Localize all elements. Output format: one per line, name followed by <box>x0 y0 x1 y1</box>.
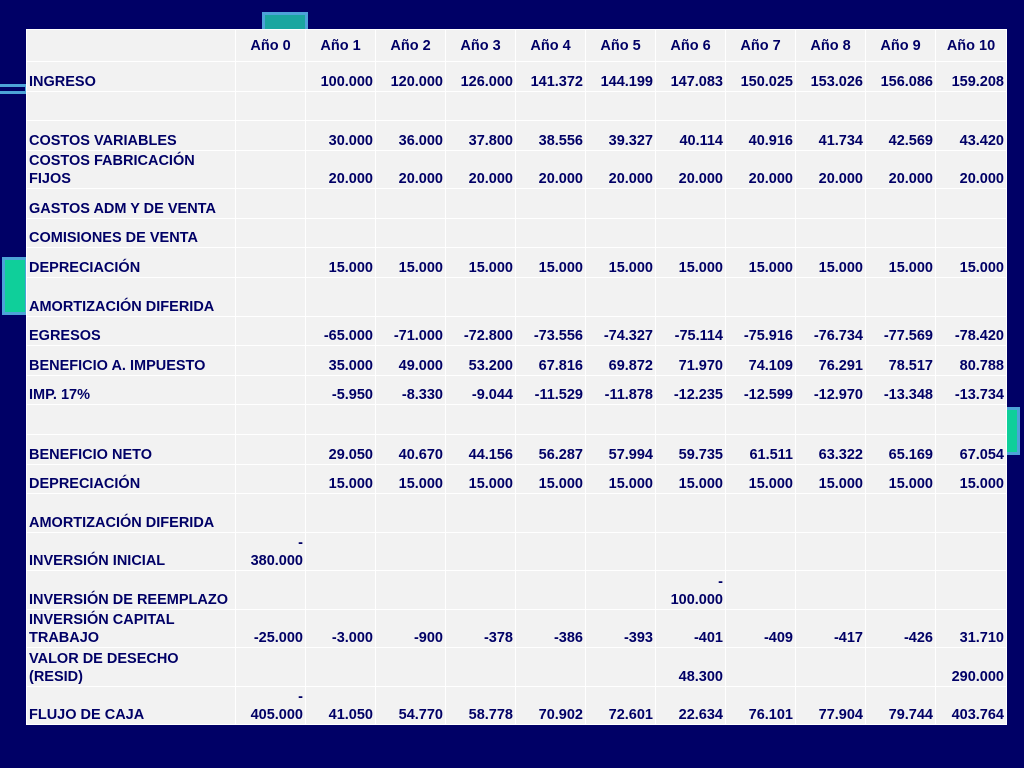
value-cell: 43.420 <box>936 121 1007 151</box>
value-cell <box>236 571 306 610</box>
value-cell <box>796 218 866 248</box>
value-cell: -75.916 <box>726 316 796 346</box>
value-cell <box>726 494 796 533</box>
value-cell <box>236 346 306 376</box>
row-label: DEPRECIACIÓN <box>27 248 236 278</box>
value-cell <box>656 189 726 219</box>
value-cell: 15.000 <box>866 248 936 278</box>
value-cell <box>306 91 376 121</box>
value-cell <box>866 494 936 533</box>
year-header-10: Año 10 <box>936 30 1007 62</box>
value-cell <box>516 532 586 571</box>
value-cell: -13.734 <box>936 375 1007 405</box>
table-row <box>27 686 1007 725</box>
value-cell: 141.372 <box>516 62 586 92</box>
value-cell <box>446 218 516 248</box>
table-row <box>27 571 1007 610</box>
year-header-7: Año 7 <box>726 30 796 62</box>
table-row <box>27 375 1007 405</box>
value-cell <box>866 571 936 610</box>
row-label: COSTOS VARIABLES <box>27 121 236 151</box>
value-cell <box>656 91 726 121</box>
value-cell <box>866 648 936 687</box>
value-cell <box>936 218 1007 248</box>
year-header-9: Año 9 <box>866 30 936 62</box>
value-cell <box>306 532 376 571</box>
value-cell: 38.556 <box>516 121 586 151</box>
value-cell <box>936 189 1007 219</box>
value-cell <box>236 464 306 494</box>
value-cell <box>866 189 936 219</box>
value-cell: 290.000 <box>936 648 1007 687</box>
value-cell <box>866 278 936 317</box>
value-cell: -401 <box>656 609 726 648</box>
value-cell: 49.000 <box>376 346 446 376</box>
value-cell: 20.000 <box>516 150 586 189</box>
table-row <box>27 150 1007 189</box>
value-cell: -75.114 <box>656 316 726 346</box>
value-cell: 41.734 <box>796 121 866 151</box>
value-cell: 20.000 <box>446 150 516 189</box>
value-cell: 15.000 <box>516 464 586 494</box>
value-cell: 15.000 <box>726 464 796 494</box>
value-cell: 29.050 <box>306 434 376 464</box>
value-cell: 77.904 <box>796 686 866 725</box>
table-row <box>27 91 1007 121</box>
value-cell <box>586 532 656 571</box>
cash-flow-table <box>26 29 1007 725</box>
row-label: COMISIONES DE VENTA <box>27 218 236 248</box>
year-header-3: Año 3 <box>446 30 516 62</box>
value-cell: 15.000 <box>446 248 516 278</box>
value-cell <box>236 375 306 405</box>
decorative-line-left <box>0 84 28 94</box>
value-cell <box>796 648 866 687</box>
value-cell <box>516 571 586 610</box>
value-cell: -74.327 <box>586 316 656 346</box>
value-cell: 42.569 <box>866 121 936 151</box>
value-cell <box>936 494 1007 533</box>
value-cell <box>446 189 516 219</box>
value-cell: 15.000 <box>586 248 656 278</box>
row-label: BENEFICIO A. IMPUESTO <box>27 346 236 376</box>
row-label <box>27 405 236 435</box>
table-row <box>27 121 1007 151</box>
value-cell: -25.000 <box>236 609 306 648</box>
value-cell <box>376 91 446 121</box>
value-cell <box>306 278 376 317</box>
decorative-block-left <box>2 257 28 315</box>
value-cell <box>866 405 936 435</box>
value-cell <box>446 494 516 533</box>
value-cell <box>516 91 586 121</box>
value-cell: 48.300 <box>656 648 726 687</box>
value-cell: 56.287 <box>516 434 586 464</box>
row-label <box>27 91 236 121</box>
value-cell: -3.000 <box>306 609 376 648</box>
table-row <box>27 346 1007 376</box>
year-header-0: Año 0 <box>236 30 306 62</box>
value-cell <box>586 218 656 248</box>
value-cell: 44.156 <box>446 434 516 464</box>
value-cell <box>866 218 936 248</box>
value-cell <box>586 494 656 533</box>
year-header-8: Año 8 <box>796 30 866 62</box>
value-cell <box>446 91 516 121</box>
value-cell <box>236 648 306 687</box>
value-cell <box>236 189 306 219</box>
value-cell <box>516 278 586 317</box>
value-cell: 41.050 <box>306 686 376 725</box>
value-cell: 31.710 <box>936 609 1007 648</box>
value-cell: -12.970 <box>796 375 866 405</box>
table-row <box>27 62 1007 92</box>
value-cell: 74.109 <box>726 346 796 376</box>
value-cell <box>236 316 306 346</box>
value-cell <box>796 278 866 317</box>
value-cell: -12.235 <box>656 375 726 405</box>
value-cell <box>936 532 1007 571</box>
value-cell <box>586 405 656 435</box>
value-cell: -9.044 <box>446 375 516 405</box>
value-cell <box>236 434 306 464</box>
value-cell: -13.348 <box>866 375 936 405</box>
value-cell <box>866 91 936 121</box>
value-cell <box>306 189 376 219</box>
value-cell <box>376 278 446 317</box>
value-cell <box>796 189 866 219</box>
value-cell <box>586 189 656 219</box>
table-row <box>27 405 1007 435</box>
value-cell: 20.000 <box>306 150 376 189</box>
table-row <box>27 464 1007 494</box>
value-cell <box>726 278 796 317</box>
value-cell <box>516 405 586 435</box>
value-cell: 37.800 <box>446 121 516 151</box>
value-cell: 15.000 <box>376 248 446 278</box>
row-label: INVERSIÓN CAPITAL TRABAJO <box>27 609 236 648</box>
row-label: COSTOS FABRICACIÓN FIJOS <box>27 150 236 189</box>
value-cell <box>236 218 306 248</box>
value-cell: -8.330 <box>376 375 446 405</box>
value-cell <box>656 532 726 571</box>
value-cell <box>376 189 446 219</box>
header-row <box>27 30 1007 62</box>
table-row <box>27 532 1007 571</box>
value-cell: 63.322 <box>796 434 866 464</box>
value-cell: 20.000 <box>376 150 446 189</box>
value-cell: 15.000 <box>306 248 376 278</box>
value-cell: -5.950 <box>306 375 376 405</box>
value-cell: -76.734 <box>796 316 866 346</box>
value-cell <box>726 405 796 435</box>
value-cell <box>936 405 1007 435</box>
value-cell: 57.994 <box>586 434 656 464</box>
value-cell: 15.000 <box>306 464 376 494</box>
value-cell <box>376 494 446 533</box>
value-cell: -71.000 <box>376 316 446 346</box>
table-row <box>27 218 1007 248</box>
value-cell <box>726 571 796 610</box>
value-cell: 120.000 <box>376 62 446 92</box>
row-label: INVERSIÓN DE REEMPLAZO <box>27 571 236 610</box>
value-cell: -386 <box>516 609 586 648</box>
value-cell <box>726 648 796 687</box>
value-cell: 144.199 <box>586 62 656 92</box>
value-cell <box>376 532 446 571</box>
table-row <box>27 434 1007 464</box>
table-row <box>27 648 1007 687</box>
value-cell <box>726 91 796 121</box>
value-cell: 126.000 <box>446 62 516 92</box>
value-cell <box>236 150 306 189</box>
year-header-6: Año 6 <box>656 30 726 62</box>
value-cell <box>726 189 796 219</box>
row-label: BENEFICIO NETO <box>27 434 236 464</box>
row-label: GASTOS ADM Y DE VENTA <box>27 189 236 219</box>
value-cell: 30.000 <box>306 121 376 151</box>
value-cell <box>306 648 376 687</box>
value-cell: 20.000 <box>936 150 1007 189</box>
table-row <box>27 609 1007 648</box>
value-cell <box>516 189 586 219</box>
value-cell <box>446 571 516 610</box>
value-cell <box>586 278 656 317</box>
row-label: FLUJO DE CAJA <box>27 686 236 725</box>
value-cell <box>236 62 306 92</box>
year-header-4: Año 4 <box>516 30 586 62</box>
value-cell: 36.000 <box>376 121 446 151</box>
value-cell: 150.025 <box>726 62 796 92</box>
value-cell: 15.000 <box>656 248 726 278</box>
row-label: AMORTIZACIÓN DIFERIDA <box>27 494 236 533</box>
value-cell: - 380.000 <box>236 532 306 571</box>
value-cell <box>796 571 866 610</box>
value-cell: 22.634 <box>656 686 726 725</box>
value-cell: 65.169 <box>866 434 936 464</box>
value-cell: 100.000 <box>306 62 376 92</box>
value-cell: 20.000 <box>796 150 866 189</box>
table-row <box>27 494 1007 533</box>
value-cell <box>446 648 516 687</box>
value-cell <box>236 278 306 317</box>
value-cell <box>726 532 796 571</box>
value-cell: 71.970 <box>656 346 726 376</box>
value-cell <box>446 405 516 435</box>
value-cell: 54.770 <box>376 686 446 725</box>
value-cell <box>586 91 656 121</box>
value-cell: 15.000 <box>796 248 866 278</box>
value-cell <box>306 218 376 248</box>
value-cell: 159.208 <box>936 62 1007 92</box>
value-cell: 20.000 <box>586 150 656 189</box>
value-cell: 15.000 <box>936 464 1007 494</box>
value-cell: 15.000 <box>586 464 656 494</box>
value-cell: -417 <box>796 609 866 648</box>
value-cell <box>866 532 936 571</box>
row-label: DEPRECIACIÓN <box>27 464 236 494</box>
value-cell <box>236 121 306 151</box>
value-cell <box>796 494 866 533</box>
value-cell: -11.529 <box>516 375 586 405</box>
value-cell: 72.601 <box>586 686 656 725</box>
value-cell <box>236 91 306 121</box>
value-cell: 15.000 <box>376 464 446 494</box>
value-cell: -12.599 <box>726 375 796 405</box>
value-cell <box>796 405 866 435</box>
value-cell: 15.000 <box>866 464 936 494</box>
value-cell: -393 <box>586 609 656 648</box>
value-cell: - 405.000 <box>236 686 306 725</box>
value-cell: 67.054 <box>936 434 1007 464</box>
value-cell: 20.000 <box>866 150 936 189</box>
value-cell: 78.517 <box>866 346 936 376</box>
value-cell: -72.800 <box>446 316 516 346</box>
value-cell <box>236 405 306 435</box>
value-cell: -426 <box>866 609 936 648</box>
value-cell <box>586 648 656 687</box>
value-cell: 35.000 <box>306 346 376 376</box>
header-label-cell <box>27 30 236 62</box>
row-label: IMP. 17% <box>27 375 236 405</box>
value-cell: 20.000 <box>656 150 726 189</box>
value-cell: 53.200 <box>446 346 516 376</box>
value-cell <box>586 571 656 610</box>
row-label: AMORTIZACIÓN DIFERIDA <box>27 278 236 317</box>
year-header-5: Año 5 <box>586 30 656 62</box>
cash-flow-sheet <box>26 29 1006 725</box>
value-cell: 59.735 <box>656 434 726 464</box>
value-cell <box>936 91 1007 121</box>
table-row <box>27 248 1007 278</box>
value-cell <box>936 571 1007 610</box>
value-cell: 58.778 <box>446 686 516 725</box>
value-cell: 39.327 <box>586 121 656 151</box>
value-cell <box>516 218 586 248</box>
value-cell: -409 <box>726 609 796 648</box>
value-cell: 153.026 <box>796 62 866 92</box>
value-cell: 70.902 <box>516 686 586 725</box>
value-cell: 147.083 <box>656 62 726 92</box>
value-cell: 76.291 <box>796 346 866 376</box>
value-cell: -77.569 <box>866 316 936 346</box>
value-cell: -78.420 <box>936 316 1007 346</box>
value-cell <box>376 405 446 435</box>
year-header-1: Año 1 <box>306 30 376 62</box>
table-row <box>27 189 1007 219</box>
value-cell: 69.872 <box>586 346 656 376</box>
table-row <box>27 278 1007 317</box>
value-cell <box>376 218 446 248</box>
value-cell: 156.086 <box>866 62 936 92</box>
value-cell: 67.816 <box>516 346 586 376</box>
value-cell: 80.788 <box>936 346 1007 376</box>
value-cell: 403.764 <box>936 686 1007 725</box>
value-cell: 20.000 <box>726 150 796 189</box>
value-cell <box>306 494 376 533</box>
value-cell: 15.000 <box>656 464 726 494</box>
value-cell: 61.511 <box>726 434 796 464</box>
row-label: VALOR DE DESECHO (RESID) <box>27 648 236 687</box>
value-cell <box>656 218 726 248</box>
value-cell <box>236 248 306 278</box>
row-label: INVERSIÓN INICIAL <box>27 532 236 571</box>
value-cell: -378 <box>446 609 516 648</box>
value-cell <box>656 405 726 435</box>
value-cell <box>516 648 586 687</box>
value-cell <box>376 648 446 687</box>
value-cell: 15.000 <box>446 464 516 494</box>
value-cell <box>796 532 866 571</box>
value-cell: 15.000 <box>936 248 1007 278</box>
value-cell: 40.670 <box>376 434 446 464</box>
table-row <box>27 316 1007 346</box>
value-cell <box>376 571 446 610</box>
value-cell <box>796 91 866 121</box>
value-cell <box>446 532 516 571</box>
row-label: EGRESOS <box>27 316 236 346</box>
value-cell <box>306 405 376 435</box>
value-cell: 15.000 <box>516 248 586 278</box>
value-cell: -900 <box>376 609 446 648</box>
value-cell: 40.114 <box>656 121 726 151</box>
value-cell <box>936 278 1007 317</box>
value-cell: 76.101 <box>726 686 796 725</box>
value-cell: 79.744 <box>866 686 936 725</box>
value-cell <box>656 494 726 533</box>
value-cell: - 100.000 <box>656 571 726 610</box>
value-cell <box>236 494 306 533</box>
value-cell <box>306 571 376 610</box>
value-cell <box>656 278 726 317</box>
value-cell: -11.878 <box>586 375 656 405</box>
value-cell <box>516 494 586 533</box>
value-cell: 40.916 <box>726 121 796 151</box>
value-cell: 15.000 <box>796 464 866 494</box>
value-cell: 15.000 <box>726 248 796 278</box>
value-cell <box>446 278 516 317</box>
year-header-2: Año 2 <box>376 30 446 62</box>
row-label: INGRESO <box>27 62 236 92</box>
value-cell <box>726 218 796 248</box>
value-cell: -73.556 <box>516 316 586 346</box>
value-cell: -65.000 <box>306 316 376 346</box>
